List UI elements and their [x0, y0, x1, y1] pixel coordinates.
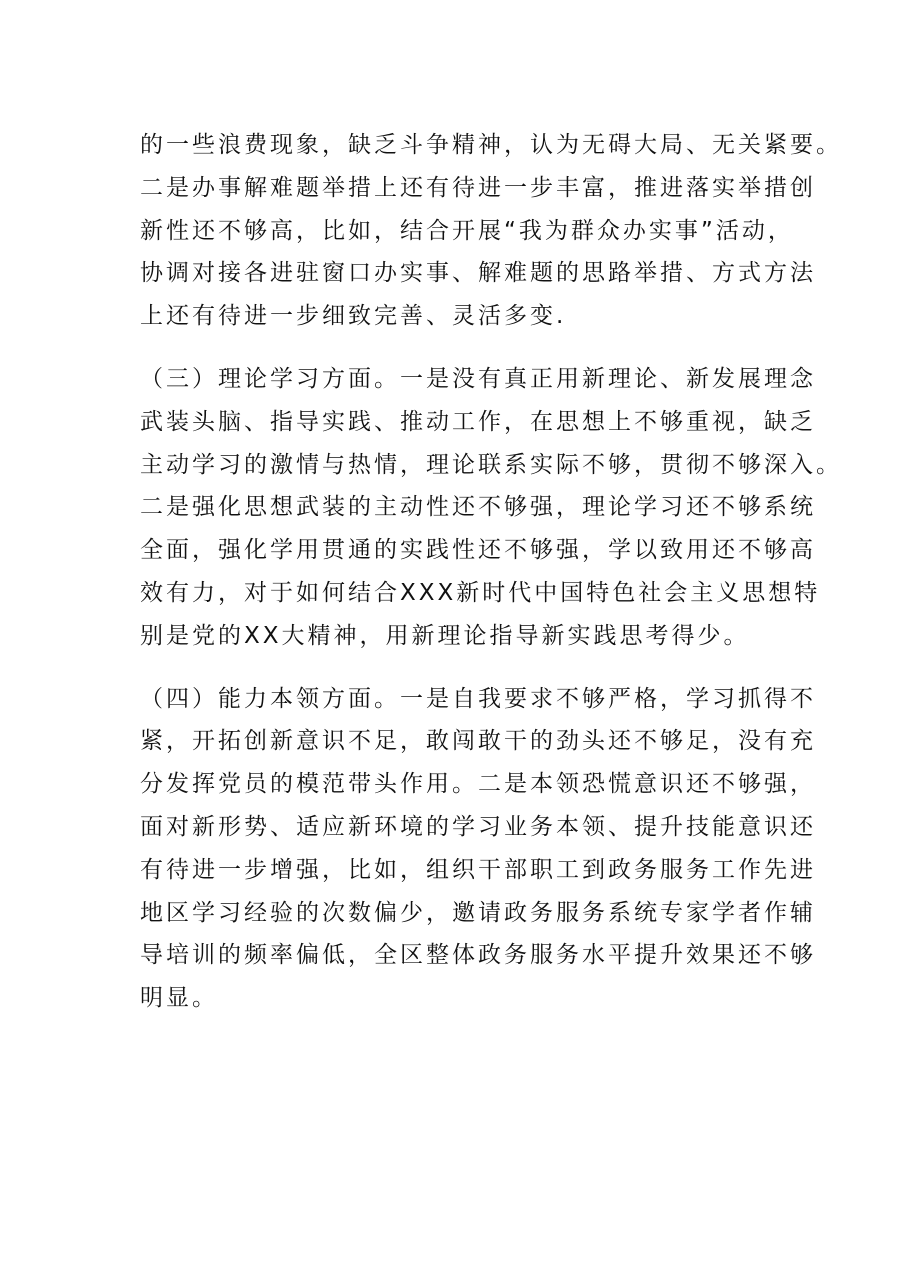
paragraph-intro-continuation [140, 124, 842, 338]
text-line: 有待进一步增强，比如，组织干部职工到政务服务工作先进 [140, 856, 816, 883]
text-line: 明显。 [140, 985, 218, 1012]
text-line: 协调对接各进驻窗口办实事、解难题的思路举措、方式方法 [140, 260, 816, 287]
text-line: 别是党的XX大精神，用新理论指导新实践思考得少。 [140, 622, 750, 649]
text-line: 分发挥党员的模范带头作用。二是本领恐慌意识还不够强， [140, 771, 816, 798]
text-line: （三）理论学习方面。一是没有真正用新理论、新发展理念 [140, 365, 816, 392]
text-line: （四）能力本领方面。一是自我要求不够严格，学习抓得不 [140, 685, 816, 712]
text-line: 地区学习经验的次数偏少，邀请政务服务系统专家学者作辅 [140, 899, 816, 926]
text-line: 全面，强化学用贯通的实践性还不够强，学以致用还不够高 [140, 537, 816, 564]
text-line: 二是办事解难题举措上还有待进一步丰富，推进落实举措创 [140, 174, 816, 201]
text-line: 导培训的频率偏低，全区整体政务服务水平提升效果还不够 [140, 942, 816, 969]
text-line: 二是强化思想武装的主动性还不够强，理论学习还不够系统 [140, 494, 816, 521]
text-line: 效有力，对于如何结合XXX新时代中国特色社会主义思想特 [140, 579, 821, 606]
text-line: 新性还不够高，比如，结合开展“我为群众办实事”活动， [140, 217, 794, 244]
text-line: 上还有待进一步细致完善、灵活多变. [140, 303, 567, 330]
text-line: 的一些浪费现象，缺乏斗争精神，认为无碍大局、无关紧要。 [140, 132, 842, 158]
text-line: 面对新形势、适应新环境的学习业务本领、提升技能意识还 [140, 813, 816, 840]
document-body [140, 124, 842, 1040]
paragraph-theory-study [140, 358, 842, 658]
text-line: 主动学习的激情与热情，理论联系实际不够，贯彻不够深入。 [140, 451, 842, 478]
text-line: 紧，开拓创新意识不足，敢闯敢干的劲头还不够足，没有充 [140, 728, 816, 755]
text-line: 武装头脑、指导实践、推动工作，在思想上不够重视，缺乏 [140, 408, 816, 435]
paragraph-ability-skills [140, 678, 816, 1020]
